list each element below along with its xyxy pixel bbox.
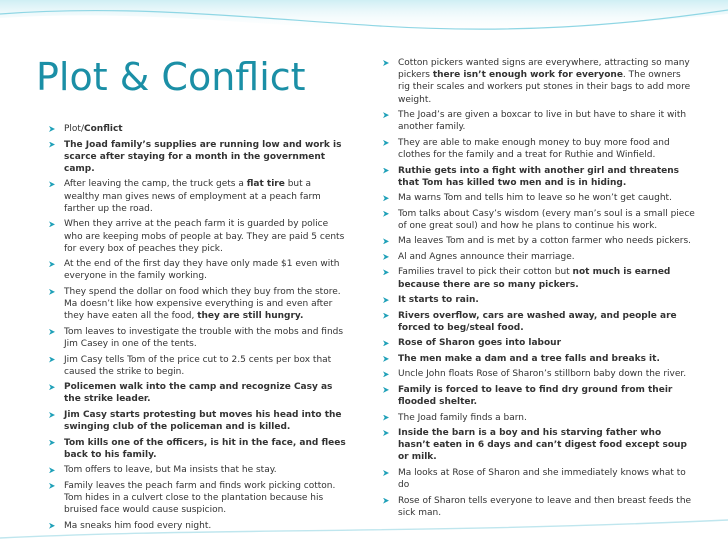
bullet-item xyxy=(383,384,695,408)
text: Ma looks at Rose of Sharon and she immediately knows what to do xyxy=(398,467,686,491)
bold-text: Inside the barn is a boy and his starving father who hasn’t eaten in 6 days and can’t digest food except soup or milk. xyxy=(398,428,687,463)
bullet-item xyxy=(383,412,695,424)
text: At the end of the first day they have only made $1 even with everyone in the family working. xyxy=(64,259,340,282)
text: Cotton pickers wanted signs are everywhere, attracting so many pickers xyxy=(398,58,690,81)
bold-text: Conflict xyxy=(84,124,123,134)
bullet-item xyxy=(49,258,349,282)
text: Tom offers to leave, but Ma insists that he stay. xyxy=(64,465,277,476)
bullet-item xyxy=(49,123,349,135)
bold-text: there isn’t enough work for everyone xyxy=(432,70,623,81)
bullet-item xyxy=(49,139,349,176)
bullet-item xyxy=(49,480,349,517)
bold-text: flat tire xyxy=(246,179,285,190)
bullet-item xyxy=(49,464,349,476)
slide-title: Plot & Conflict xyxy=(36,55,306,99)
bold-text: Tom kills one of the officers, is hit in the face, and flees back to his family. xyxy=(64,437,346,460)
bullet-item xyxy=(383,353,695,365)
bold-text: The Joad family’s supplies are running low and work is scarce after staying for a month in the government camp. xyxy=(64,139,342,174)
text: When they arrive at the peach farm it is guarded by police who are keeping mobs of people at bay. They are paid 5 cents for every box of peaches they pick. xyxy=(64,219,345,254)
text: . The owners rig their scales and workers put stones in their bags to add more weight. xyxy=(398,70,691,105)
text: Tom leaves to investigate the trouble with the mobs and finds Jim Casey in one of the tents. xyxy=(64,326,344,350)
text: Family leaves the peach farm and finds work picking cotton. Tom hides in a culvert close to the plantation because his bruised face would cause suspicion. xyxy=(64,480,336,516)
bullet-item xyxy=(383,57,695,106)
bullet-item xyxy=(49,354,349,378)
bullet-item xyxy=(383,137,695,161)
bullet-item xyxy=(49,218,349,255)
bullet-item xyxy=(49,286,349,323)
text: Families travel to pick their cotton but xyxy=(398,267,573,278)
bold-text: It starts to rain. xyxy=(398,295,479,306)
bullet-item xyxy=(383,192,695,204)
bold-text: they are still hungry. xyxy=(197,311,304,322)
text: Ma sneaks him food every night. xyxy=(64,520,212,531)
bullet-item xyxy=(383,208,695,232)
bullet-item xyxy=(383,251,695,263)
text: Plot/ xyxy=(64,124,84,134)
text: Rose of Sharon tells everyone to leave and then breast feeds the sick man. xyxy=(398,495,692,518)
bullet-item xyxy=(383,368,695,380)
text: The Joad’s are given a boxcar to live in but have to share it with another family. xyxy=(398,110,687,133)
bold-text: The men make a dam and a tree falls and breaks it. xyxy=(398,353,660,364)
text: They spend the dollar on food which they buy from the store. Ma doesn’t like how expensive everything is and even after they have eaten all the food, xyxy=(64,286,341,322)
text: Ma leaves Tom and is met by a cotton farmer who needs pickers. xyxy=(398,236,692,247)
text: Jim Casy tells Tom of the price cut to 2.5 cents per box that caused the strike to begin. xyxy=(64,354,332,377)
bullet-item xyxy=(383,337,695,349)
bold-text: Family is forced to leave to find dry ground from their flooded shelter. xyxy=(398,384,673,408)
left-bullet-list xyxy=(49,123,349,535)
bullet-item xyxy=(383,266,695,290)
text: The Joad family finds a barn. xyxy=(398,412,527,423)
text: Tom talks about Casy’s wisdom (every man’s soul is a small piece of one great soul) and how he plans to continue his work. xyxy=(398,208,695,231)
bullet-item xyxy=(383,495,695,519)
bold-text: Jim Casy starts protesting but moves his head into the swinging club of the policeman and is killed. xyxy=(64,409,342,433)
bullet-item xyxy=(383,427,695,464)
bold-text: Rivers overflow, cars are washed away, and people are forced to beg/steal food. xyxy=(398,310,677,333)
bullet-item xyxy=(49,178,349,215)
text: Uncle John floats Rose of Sharon’s stillborn baby down the river. xyxy=(398,369,687,380)
bullet-item xyxy=(49,326,349,350)
bullet-item xyxy=(383,310,695,334)
bold-text: not much is earned because there are so many pickers. xyxy=(398,267,671,290)
text: They are able to make enough money to buy more food and clothes for the family and a treat for Ruthie and Winfield. xyxy=(398,137,670,161)
bullet-item xyxy=(49,409,349,433)
text: Al and Agnes announce their marriage. xyxy=(398,251,575,262)
bullet-item xyxy=(49,437,349,461)
text: Ma warns Tom and tells him to leave so he won’t get caught. xyxy=(398,193,672,204)
bullet-item xyxy=(383,109,695,133)
text: but a wealthy man gives news of employment at a peach farm farther up the road. xyxy=(64,179,321,214)
top-wave-fill xyxy=(0,0,728,33)
bold-text: Rose of Sharon goes into labour xyxy=(398,338,562,349)
bullet-item xyxy=(383,467,695,491)
bullet-item xyxy=(49,520,349,532)
bullet-item xyxy=(49,381,349,405)
bullet-item xyxy=(383,294,695,306)
right-bullet-list xyxy=(383,57,695,522)
bullet-item xyxy=(383,235,695,247)
bold-text: Ruthie gets into a fight with another girl and threatens that Tom has killed two men and is in hiding. xyxy=(398,165,680,188)
text: After leaving the camp, the truck gets a xyxy=(64,179,247,190)
bold-text: Policemen walk into the camp and recognize Casy as the strike leader. xyxy=(64,382,333,405)
bullet-item xyxy=(383,165,695,189)
